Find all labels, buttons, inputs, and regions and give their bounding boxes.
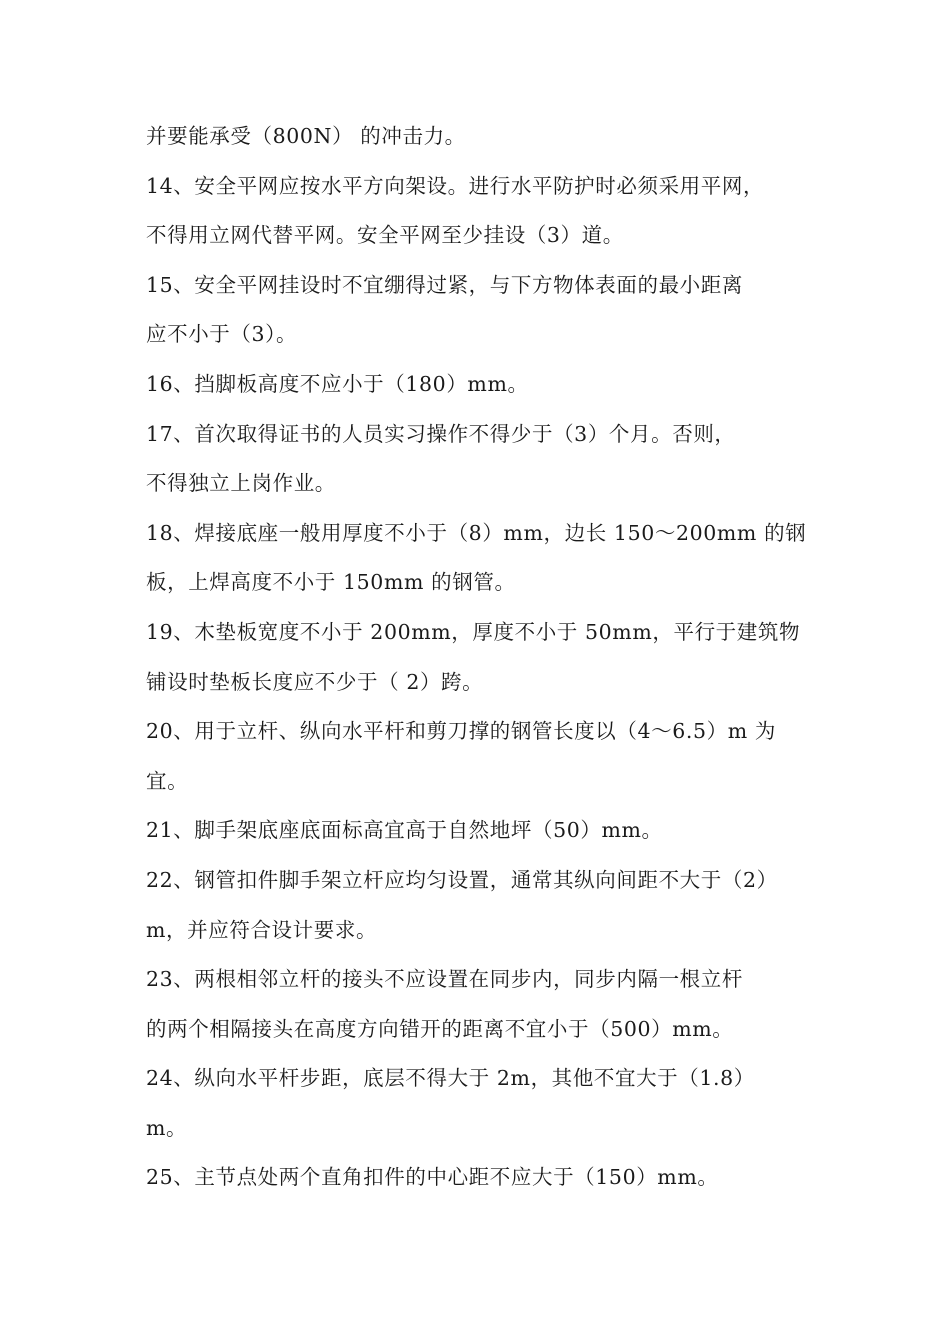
text-line: 20、用于立杆、纵向水平杆和剪刀撑的钢管长度以（4～6.5）m 为 [146,719,776,744]
text-line: 17、首次取得证书的人员实习操作不得少于（3）个月。否则， [146,421,736,446]
text-line: 15、安全平网挂设时不宜绷得过紧，与下方物体表面的最小距离 [146,272,743,297]
text-line: 的两个相隔接头在高度方向错开的距离不宜小于（500）mm。 [146,1016,734,1041]
text-line: 不得独立上岗作业。 [146,471,336,496]
text-line: 18、焊接底座一般用厚度不小于（8）mm，边长 150～200mm 的钢 [146,520,807,545]
text-line: 25、主节点处两个直角扣件的中心距不应大于（150）mm。 [146,1165,719,1190]
text-line: 应不小于（3）。 [146,322,298,347]
text-line: 22、钢管扣件脚手架立杆应均匀设置，通常其纵向间距不大于（2） [146,867,778,892]
text-line: 14、安全平网应按水平方向架设。进行水平防护时必须采用平网， [146,173,765,198]
text-line: 23、两根相邻立杆的接头不应设置在同步内，同步内隔一根立杆 [146,967,743,992]
text-line: 16、挡脚板高度不应小于（180）mm。 [146,371,529,396]
text-line: 宜。 [146,768,189,793]
text-line: m。 [146,1115,188,1140]
text-line: 铺设时垫板长度应不少于（ 2）跨。 [146,669,484,694]
text-line: 21、脚手架底座底面标高宜高于自然地坪（50）mm。 [146,818,663,843]
text-line: 19、木垫板宽度不小于 200mm，厚度不小于 50mm，平行于建筑物 [146,619,801,644]
text-line: m，并应符合设计要求。 [146,917,378,942]
text-line: 并要能承受（800N） 的冲击力。 [146,124,466,148]
text-line: 不得用立网代替平网。安全平网至少挂设（3）道。 [146,223,624,248]
text-line: 24、纵向水平杆步距，底层不得大于 2m，其他不宜大于（1.8） [146,1066,755,1091]
document-body [146,112,816,1203]
text-line: 板，上焊高度不小于 150mm 的钢管。 [146,570,516,595]
